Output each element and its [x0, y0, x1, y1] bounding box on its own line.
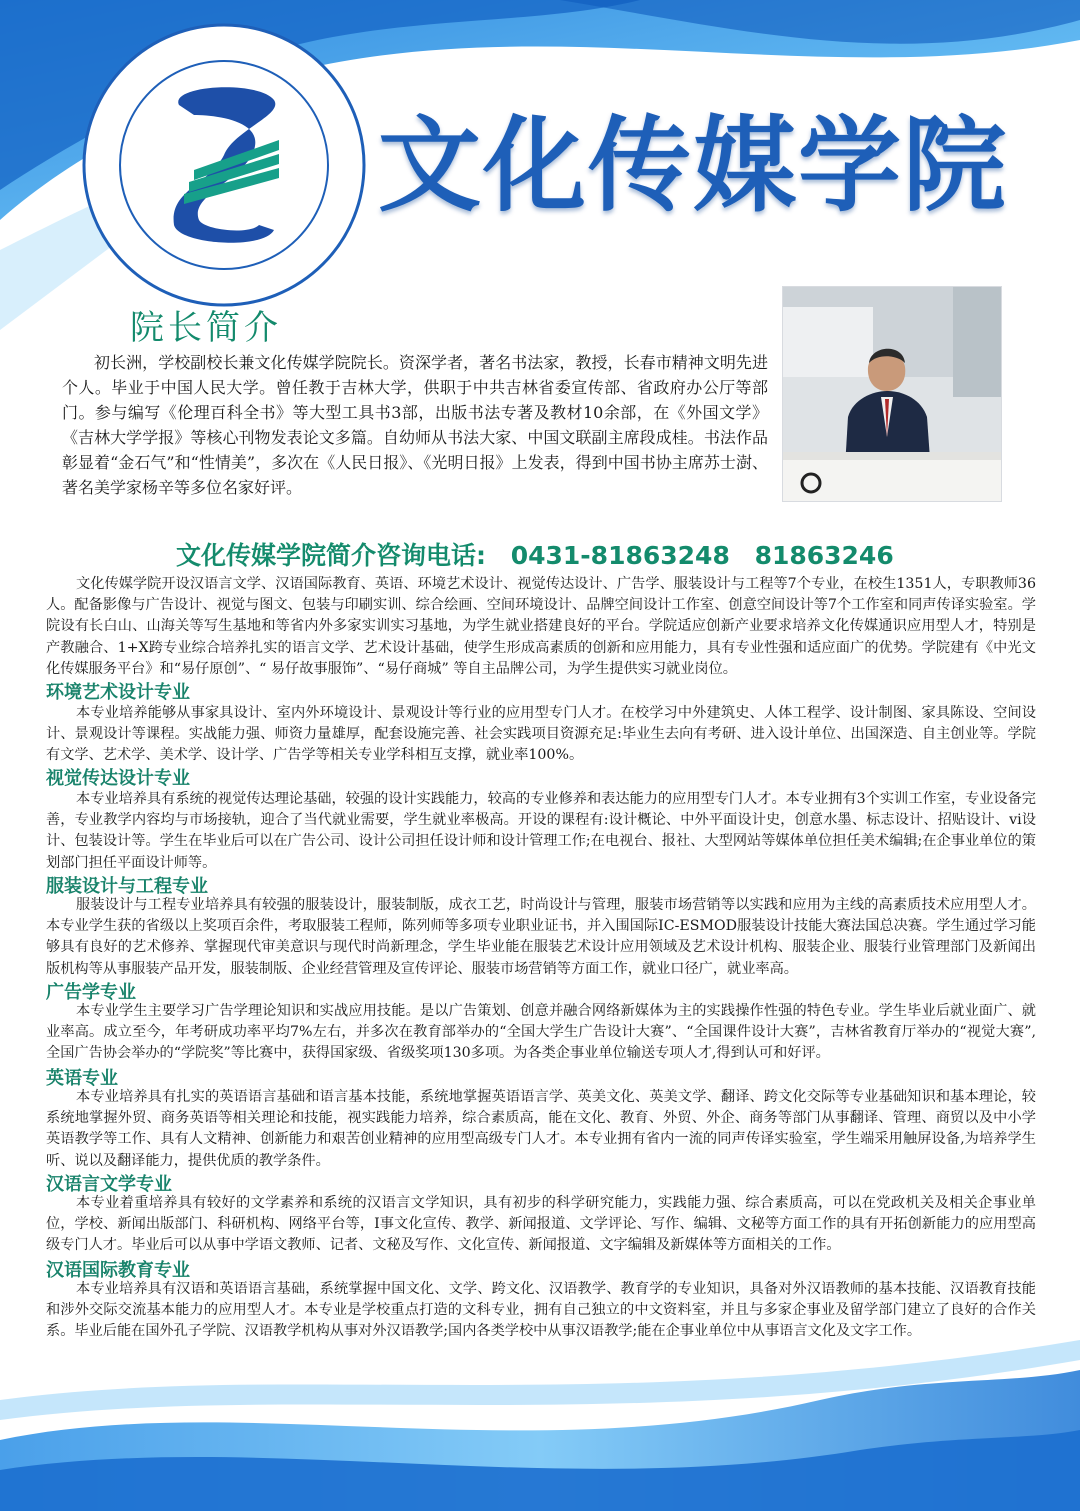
- section-title-chinese-literature: 汉语言文学专业: [46, 1174, 172, 1195]
- section-title-fashion-design: 服装设计与工程专业: [46, 876, 208, 897]
- section-body-chinese-literature: 本专业着重培养具有较好的文学素养和系统的汉语言文学知识，具有初步的科学研究能力，实践能力强、综合素质高，可以在党政机关及相关企事业单位，学校、新闻出版部门、科研机构、网络平台等，I事文化宣传、教学、新闻报道、文学评论、写作、编辑、文秘等方面工作的具有开拓创新能力的应用型高级专门人才。毕业后可以从事中学语文教师、记者、文秘及写作、文化宣传、新闻报道、文字编辑及新媒体等方面相关的工作。: [46, 1195, 1036, 1254]
- page-title: 文化传媒学院: [378, 106, 1008, 226]
- section-body-english: 本专业培养具有扎实的英语语言基础和语言基本技能，系统地掌握英语语言学、英美文化、英美文学、翻译、跨文化交际等专业基础知识和基本理论，较系统地掌握外贸、商务英语等相关理论和技能，视实践能力培养，综合素质高，能在文化、教育、外贸、外企、商务等部门从事翻译、管理、商贸以及中小学英语教学等工作、具有人文精神、创新能力和艰苦创业精神的应用型高级专门人才。本专业拥有省内一流的同声传译实验室，学生端采用触屏设备,为培养学生听、说以及翻译能力，提供优质的教学条件。: [46, 1089, 1036, 1169]
- section-body-environment-art: 本专业培养能够从事家具设计、室内外环境设计、景观设计等行业的应用型专门人才。在校学习中外建筑史、人体工程学、设计制图、家具陈设、空间设计、景观设计等课程。实战能力强、师资力量雄厚，配套设施完善、社会实践项目资源充足:毕业生去向有考研、进入设计单位、出国深造、自主创业等。学院有文学、艺术学、美术学、设计学、广告学等相关专业学科相互支撑，就业率100%。: [46, 705, 1036, 764]
- section-title-international-chinese-education: 汉语国际教育专业: [46, 1260, 190, 1281]
- section-body-fashion-design: 服装设计与工程专业培养具有较强的服装设计，服装制版，成衣工艺，时尚设计与管理，服装市场营销等以实践和应用为主线的高素质技术应用型人才。本专业学生获的省级以上奖项百余件，考取服装工程师，陈列师等多项专业职业证书，并入围国际IC-ESMOD服装设计技能大赛法国总决赛。学生通过学习能够具有良好的艺术修养、掌握现代审美意识与现代时尚新理念，学生毕业能在服装艺术设计应用领域及艺术设计机构、服装企业、服装行业管理部门及新闻出版机构等从事服装产品开发，服装制版、企业经营管理及宣传评论、服装市场营销等方面工作，就业口径广，就业率高。: [46, 897, 1036, 977]
- section-body-visual-communication: 本专业培养具有系统的视觉传达理论基础，较强的设计实践能力，较高的专业修养和表达能力的应用型专门人才。本专业拥有3个实训工作室，专业设备完善，专业教学内容均与市场接轨，迎合了当代就业需要，学生就业率极高。开设的课程有:设计概论、中外平面设计史，创意水墨、标志设计、招贴设计、vi设计、包装设计等。学生在毕业后可以在广告公司、设计公司担任设计师和设计管理工作;在电视台、报社、大型网站等媒体单位担任美术编辑;在企事业单位的策划部门担任平面设计师等。: [46, 791, 1036, 871]
- phone-label: 文化传媒学院简介咨询电话:: [176, 541, 486, 570]
- college-logo: [74, 20, 374, 310]
- section-body-international-chinese-education: 本专业培养具有汉语和英语语言基础，系统掌握中国文化、文学、跨文化、汉语教学、教育学的专业知识，具备对外汉语教师的基本技能、汉语教育技能和涉外交际交流基本能力的应用型人才。本专业是学校重点打造的文科专业，拥有自己独立的中文资料室，并且与多家企事业及留学部门建立了良好的合作关系。毕业后能在国外孔子学院、汉语教学机构从事对外汉语教学;国内各类学校中从事汉语教学;能在企事业单位中从事语言文化及文字工作。: [46, 1281, 1036, 1340]
- section-title-advertising: 广告学专业: [46, 982, 136, 1003]
- section-title-environment-art: 环境艺术设计专业: [46, 682, 190, 703]
- dean-biography: 初长洲，学校副校长兼文化传媒学院院长。资深学者，著名书法家，教授，长春市精神文明先进个人。毕业于中国人民大学。曾任教于吉林大学，供职于中共吉林省委宣传部、省政府办公厅等部门。参与编写《伦理百科全书》等大型工具书3部，出版书法专著及教材10余部，在《外国文学》《吉林大学学报》等核心刊物发表论文多篇。自幼师从书法大家、中国文联副主席段成桂。书法作品彰显着“金石气”和“性情美”，多次在《人民日报》、《光明日报》上发表，得到中国书协主席苏士澍、著名美学家杨辛等多位名家好评。: [62, 353, 768, 497]
- phone-number-1: 0431-81863248: [510, 541, 730, 570]
- section-body-advertising: 本专业学生主要学习广告学理论知识和实战应用技能。是以广告策划、创意并融合网络新媒体为主的实践操作性强的特色专业。学生毕业后就业面广、就业率高。成立至今，年考研成功率平均7%左右，并多次在教育部举办的“全国大学生广告设计大赛”、“全国课件设计大赛”，吉林省教育厅举办的“视觉大赛”,全国广告协会举办的“学院奖”等比赛中，获得国家级、省级奖项130多项。为各类企事业单位输送专项人才,得到认可和好评。: [46, 1003, 1036, 1062]
- college-introduction: 文化传媒学院开设汉语言文学、汉语国际教育、英语、环境艺术设计、视觉传达设计、广告学、服装设计与工程等7个专业，在校生1351人，专职教师36人。配备影像与广告设计、视觉与图文、包装与印刷实训、综合绘画、空间环境设计、品牌空间设计工作室、创意空间设计等7个工作室和同声传译实验室。学院设有长白山、山海关等写生基地和等省内外多家实训实习基地，为学生就业搭建良好的平台。学院适应创新产业要求培养文化传媒通识应用型人才，特别是产教融合、1+X跨专业综合培养扎实的语言文学、艺术设计基础，使学生形成高素质的创新和应用能力，具有专业性强和适应面广的优势。学院建有《中光文化传媒服务平台》和“易仔原创”、“ 易仔故事服饰”、“易仔商城” 等自主品牌公司，为学生提供实习就业岗位。: [46, 576, 1036, 677]
- dean-heading: 院长简介: [130, 308, 282, 348]
- section-title-english: 英语专业: [46, 1068, 118, 1089]
- section-title-visual-communication: 视觉传达设计专业: [46, 768, 190, 789]
- phone-heading: [176, 536, 910, 572]
- dean-photo: [782, 286, 1002, 502]
- phone-number-2: 81863246: [754, 541, 894, 570]
